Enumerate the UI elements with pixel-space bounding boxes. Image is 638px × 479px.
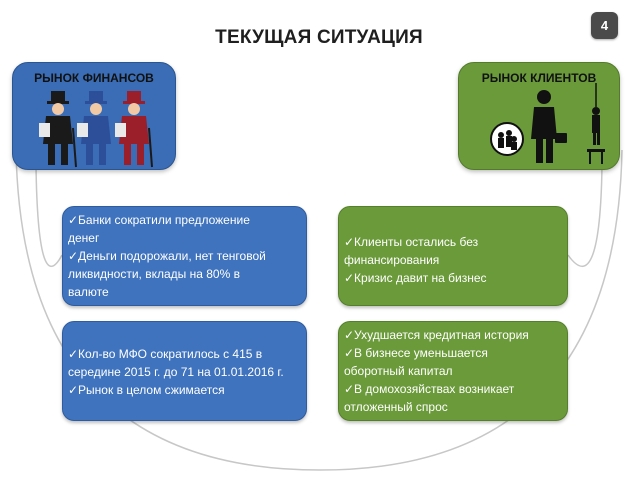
clients-line-3: ✓Кризис давит на бизнес [344, 271, 487, 285]
page-number-badge: 4 [591, 12, 618, 39]
client-market-card [458, 62, 620, 170]
banks-line-2: денег [68, 231, 100, 245]
clients-line-1: ✓Клиенты остались без [344, 235, 479, 249]
banks-line-3: ✓Деньги подорожали, нет тенговой [68, 249, 266, 263]
banks-line-1: ✓Банки сократили предложение [68, 213, 250, 227]
finance-market-title: РЫНОК ФИНАНСОВ [34, 71, 154, 85]
clients-box [338, 206, 568, 306]
mfo-line-3: ✓Рынок в целом сжимается [68, 383, 225, 397]
finance-market-card [12, 62, 176, 170]
client-market-title: РЫНОК КЛИЕНТОВ [481, 71, 597, 85]
mfo-line-1: ✓Кол-во МФО сократилось с 415 в [68, 347, 263, 361]
banks-box [62, 206, 307, 306]
business-line-4: ✓В домохозяйствах возникает [344, 382, 515, 396]
business-line-5: отложенный спрос [344, 400, 448, 414]
bankers-icon [13, 83, 177, 171]
business-box [338, 321, 568, 421]
clients-icon [459, 83, 621, 171]
banks-line-4: ликвидности, вклады на 80% в [68, 267, 240, 281]
business-line-2: ✓В бизнесе уменьшается [344, 346, 488, 360]
business-line-1: ✓Ухудшается кредитная история [344, 328, 529, 342]
banks-line-5: валюте [68, 285, 109, 299]
clients-line-2: финансирования [344, 253, 440, 267]
mfo-box [62, 321, 307, 421]
mfo-line-2: середине 2015 г. до 71 на 01.01.2016 г. [68, 365, 284, 379]
business-line-3: оборотный капитал [344, 364, 453, 378]
page-title: ТЕКУЩАЯ СИТУАЦИЯ [215, 27, 423, 48]
